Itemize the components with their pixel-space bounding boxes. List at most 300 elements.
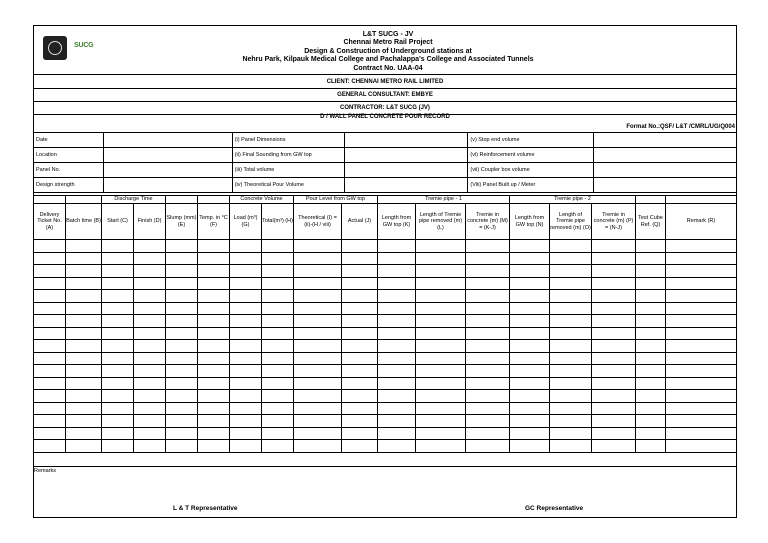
table-cell[interactable] — [294, 327, 342, 340]
table-cell[interactable] — [378, 415, 416, 428]
table-cell[interactable] — [198, 252, 230, 265]
table-cell[interactable] — [134, 402, 166, 415]
table-cell[interactable] — [378, 440, 416, 453]
table-cell[interactable] — [34, 340, 66, 353]
table-cell[interactable] — [262, 377, 294, 390]
table-cell[interactable] — [134, 252, 166, 265]
table-cell[interactable] — [342, 402, 378, 415]
table-cell[interactable] — [466, 290, 510, 303]
table-cell[interactable] — [134, 315, 166, 328]
table-cell[interactable] — [198, 427, 230, 440]
table-cell[interactable] — [466, 402, 510, 415]
table-cell[interactable] — [550, 440, 592, 453]
table-cell[interactable] — [342, 265, 378, 278]
table-cell[interactable] — [466, 252, 510, 265]
table-cell[interactable] — [102, 327, 134, 340]
table-cell[interactable] — [262, 277, 294, 290]
table-cell[interactable] — [550, 252, 592, 265]
table-cell[interactable] — [550, 340, 592, 353]
table-cell[interactable] — [134, 277, 166, 290]
table-cell[interactable] — [342, 352, 378, 365]
table-cell[interactable] — [510, 252, 550, 265]
table-cell[interactable] — [134, 352, 166, 365]
table-cell[interactable] — [510, 427, 550, 440]
table-cell[interactable] — [416, 327, 466, 340]
table-cell[interactable] — [666, 377, 737, 390]
table-cell[interactable] — [416, 290, 466, 303]
table-cell[interactable] — [230, 265, 262, 278]
table-cell[interactable] — [294, 315, 342, 328]
table-cell[interactable] — [636, 427, 666, 440]
table-cell[interactable] — [636, 352, 666, 365]
table-cell[interactable] — [198, 377, 230, 390]
table-cell[interactable] — [342, 427, 378, 440]
table-cell[interactable] — [166, 290, 198, 303]
table-cell[interactable] — [466, 415, 510, 428]
info-value[interactable] — [344, 148, 468, 163]
table-cell[interactable] — [510, 315, 550, 328]
table-cell[interactable] — [636, 365, 666, 378]
table-cell[interactable] — [166, 252, 198, 265]
table-cell[interactable] — [416, 365, 466, 378]
info-value[interactable] — [594, 163, 737, 178]
table-cell[interactable] — [666, 315, 737, 328]
table-cell[interactable] — [198, 240, 230, 253]
table-cell[interactable] — [550, 377, 592, 390]
table-cell[interactable] — [102, 315, 134, 328]
table-cell[interactable] — [262, 415, 294, 428]
table-cell[interactable] — [198, 365, 230, 378]
table-cell[interactable] — [102, 352, 134, 365]
table-cell[interactable] — [34, 277, 66, 290]
table-cell[interactable] — [342, 365, 378, 378]
table-cell[interactable] — [102, 290, 134, 303]
table-cell[interactable] — [166, 377, 198, 390]
table-cell[interactable] — [166, 352, 198, 365]
table-cell[interactable] — [550, 327, 592, 340]
table-cell[interactable] — [592, 315, 636, 328]
table-cell[interactable] — [198, 315, 230, 328]
table-cell[interactable] — [592, 377, 636, 390]
table-cell[interactable] — [66, 440, 102, 453]
table-cell[interactable] — [294, 265, 342, 278]
table-cell[interactable] — [416, 415, 466, 428]
table-cell[interactable] — [550, 290, 592, 303]
table-cell[interactable] — [262, 402, 294, 415]
table-cell[interactable] — [262, 427, 294, 440]
table-cell[interactable] — [636, 402, 666, 415]
table-cell[interactable] — [198, 340, 230, 353]
table-cell[interactable] — [416, 427, 466, 440]
table-cell[interactable] — [592, 352, 636, 365]
table-cell[interactable] — [102, 265, 134, 278]
table-cell[interactable] — [510, 240, 550, 253]
table-cell[interactable] — [262, 252, 294, 265]
table-cell[interactable] — [66, 315, 102, 328]
table-cell[interactable] — [198, 402, 230, 415]
table-cell[interactable] — [416, 377, 466, 390]
table-cell[interactable] — [66, 402, 102, 415]
table-cell[interactable] — [166, 440, 198, 453]
table-cell[interactable] — [550, 352, 592, 365]
table-cell[interactable] — [510, 365, 550, 378]
table-cell[interactable] — [294, 402, 342, 415]
table-cell[interactable] — [102, 427, 134, 440]
table-cell[interactable] — [342, 302, 378, 315]
table-cell[interactable] — [378, 327, 416, 340]
table-cell[interactable] — [134, 427, 166, 440]
table-cell[interactable] — [592, 340, 636, 353]
table-cell[interactable] — [294, 440, 342, 453]
table-cell[interactable] — [134, 440, 166, 453]
table-cell[interactable] — [34, 352, 66, 365]
table-cell[interactable] — [262, 365, 294, 378]
table-cell[interactable] — [66, 277, 102, 290]
info-value[interactable] — [344, 178, 468, 193]
table-cell[interactable] — [466, 440, 510, 453]
table-cell[interactable] — [198, 390, 230, 403]
table-cell[interactable] — [510, 415, 550, 428]
table-cell[interactable] — [666, 402, 737, 415]
table-cell[interactable] — [510, 402, 550, 415]
table-cell[interactable] — [342, 277, 378, 290]
table-cell[interactable] — [134, 390, 166, 403]
table-cell[interactable] — [510, 440, 550, 453]
table-cell[interactable] — [230, 427, 262, 440]
table-cell[interactable] — [166, 427, 198, 440]
table-cell[interactable] — [636, 340, 666, 353]
info-value[interactable] — [344, 163, 468, 178]
table-cell[interactable] — [466, 365, 510, 378]
table-cell[interactable] — [166, 415, 198, 428]
table-cell[interactable] — [416, 315, 466, 328]
table-cell[interactable] — [510, 265, 550, 278]
table-cell[interactable] — [592, 240, 636, 253]
table-cell[interactable] — [166, 365, 198, 378]
table-cell[interactable] — [510, 390, 550, 403]
table-cell[interactable] — [636, 290, 666, 303]
table-cell[interactable] — [416, 352, 466, 365]
table-cell[interactable] — [416, 252, 466, 265]
table-cell[interactable] — [666, 415, 737, 428]
table-cell[interactable] — [342, 327, 378, 340]
table-cell[interactable] — [66, 327, 102, 340]
table-cell[interactable] — [102, 252, 134, 265]
table-cell[interactable] — [134, 415, 166, 428]
table-cell[interactable] — [342, 390, 378, 403]
table-cell[interactable] — [466, 302, 510, 315]
table-cell[interactable] — [550, 415, 592, 428]
table-cell[interactable] — [466, 277, 510, 290]
table-cell[interactable] — [550, 240, 592, 253]
table-cell[interactable] — [230, 277, 262, 290]
table-cell[interactable] — [510, 277, 550, 290]
table-cell[interactable] — [510, 327, 550, 340]
info-value[interactable] — [103, 178, 232, 193]
table-cell[interactable] — [262, 302, 294, 315]
table-cell[interactable] — [666, 340, 737, 353]
table-cell[interactable] — [378, 252, 416, 265]
table-cell[interactable] — [66, 390, 102, 403]
table-cell[interactable] — [66, 340, 102, 353]
table-cell[interactable] — [262, 240, 294, 253]
table-cell[interactable] — [416, 440, 466, 453]
table-cell[interactable] — [198, 440, 230, 453]
table-cell[interactable] — [262, 340, 294, 353]
table-cell[interactable] — [230, 290, 262, 303]
table-cell[interactable] — [34, 390, 66, 403]
table-cell[interactable] — [416, 277, 466, 290]
table-cell[interactable] — [378, 377, 416, 390]
table-cell[interactable] — [66, 302, 102, 315]
table-cell[interactable] — [550, 265, 592, 278]
table-cell[interactable] — [230, 377, 262, 390]
table-cell[interactable] — [230, 327, 262, 340]
table-cell[interactable] — [510, 352, 550, 365]
table-cell[interactable] — [294, 240, 342, 253]
table-cell[interactable] — [134, 302, 166, 315]
table-cell[interactable] — [342, 315, 378, 328]
table-cell[interactable] — [166, 265, 198, 278]
table-cell[interactable] — [198, 327, 230, 340]
table-cell[interactable] — [342, 377, 378, 390]
table-cell[interactable] — [230, 252, 262, 265]
table-cell[interactable] — [294, 277, 342, 290]
table-cell[interactable] — [262, 440, 294, 453]
table-cell[interactable] — [342, 340, 378, 353]
table-cell[interactable] — [34, 240, 66, 253]
table-cell[interactable] — [230, 402, 262, 415]
table-cell[interactable] — [466, 352, 510, 365]
table-cell[interactable] — [34, 377, 66, 390]
table-cell[interactable] — [262, 327, 294, 340]
table-cell[interactable] — [230, 365, 262, 378]
table-cell[interactable] — [66, 352, 102, 365]
table-cell[interactable] — [294, 340, 342, 353]
table-cell[interactable] — [166, 315, 198, 328]
table-cell[interactable] — [66, 240, 102, 253]
table-cell[interactable] — [102, 377, 134, 390]
table-cell[interactable] — [166, 277, 198, 290]
table-cell[interactable] — [262, 290, 294, 303]
table-cell[interactable] — [342, 240, 378, 253]
table-cell[interactable] — [550, 277, 592, 290]
table-cell[interactable] — [294, 377, 342, 390]
table-cell[interactable] — [550, 302, 592, 315]
table-cell[interactable] — [510, 340, 550, 353]
table-cell[interactable] — [34, 290, 66, 303]
info-value[interactable] — [344, 133, 468, 148]
table-cell[interactable] — [294, 390, 342, 403]
table-cell[interactable] — [166, 327, 198, 340]
table-cell[interactable] — [66, 415, 102, 428]
table-cell[interactable] — [466, 340, 510, 353]
table-cell[interactable] — [134, 240, 166, 253]
table-cell[interactable] — [294, 415, 342, 428]
table-cell[interactable] — [230, 340, 262, 353]
table-cell[interactable] — [550, 427, 592, 440]
table-cell[interactable] — [592, 327, 636, 340]
table-cell[interactable] — [550, 402, 592, 415]
table-cell[interactable] — [198, 265, 230, 278]
info-value[interactable] — [594, 178, 737, 193]
table-cell[interactable] — [666, 302, 737, 315]
table-cell[interactable] — [636, 302, 666, 315]
table-cell[interactable] — [166, 302, 198, 315]
table-cell[interactable] — [66, 265, 102, 278]
table-cell[interactable] — [198, 290, 230, 303]
table-cell[interactable] — [466, 390, 510, 403]
table-cell[interactable] — [294, 352, 342, 365]
info-value[interactable] — [594, 133, 737, 148]
table-cell[interactable] — [262, 352, 294, 365]
table-cell[interactable] — [294, 290, 342, 303]
table-cell[interactable] — [416, 340, 466, 353]
table-cell[interactable] — [636, 440, 666, 453]
table-cell[interactable] — [102, 340, 134, 353]
table-cell[interactable] — [262, 315, 294, 328]
table-cell[interactable] — [342, 440, 378, 453]
table-cell[interactable] — [66, 427, 102, 440]
info-value[interactable] — [594, 148, 737, 163]
table-cell[interactable] — [230, 302, 262, 315]
table-cell[interactable] — [416, 390, 466, 403]
table-cell[interactable] — [510, 377, 550, 390]
table-cell[interactable] — [378, 315, 416, 328]
table-cell[interactable] — [102, 302, 134, 315]
table-cell[interactable] — [550, 390, 592, 403]
table-cell[interactable] — [666, 240, 737, 253]
table-cell[interactable] — [66, 290, 102, 303]
table-cell[interactable] — [550, 315, 592, 328]
table-cell[interactable] — [592, 302, 636, 315]
table-cell[interactable] — [102, 277, 134, 290]
table-cell[interactable] — [378, 302, 416, 315]
table-cell[interactable] — [416, 302, 466, 315]
table-cell[interactable] — [666, 277, 737, 290]
table-cell[interactable] — [636, 277, 666, 290]
table-cell[interactable] — [34, 327, 66, 340]
table-cell[interactable] — [102, 390, 134, 403]
table-cell[interactable] — [592, 265, 636, 278]
table-cell[interactable] — [34, 440, 66, 453]
table-cell[interactable] — [550, 365, 592, 378]
table-cell[interactable] — [198, 277, 230, 290]
table-cell[interactable] — [34, 427, 66, 440]
table-cell[interactable] — [198, 352, 230, 365]
table-cell[interactable] — [134, 340, 166, 353]
table-cell[interactable] — [230, 240, 262, 253]
table-cell[interactable] — [34, 315, 66, 328]
table-cell[interactable] — [636, 240, 666, 253]
table-cell[interactable] — [102, 240, 134, 253]
table-cell[interactable] — [294, 427, 342, 440]
table-cell[interactable] — [592, 402, 636, 415]
table-cell[interactable] — [592, 390, 636, 403]
table-cell[interactable] — [636, 265, 666, 278]
table-cell[interactable] — [378, 365, 416, 378]
table-cell[interactable] — [134, 377, 166, 390]
table-cell[interactable] — [166, 340, 198, 353]
table-cell[interactable] — [592, 252, 636, 265]
table-cell[interactable] — [134, 365, 166, 378]
table-cell[interactable] — [378, 240, 416, 253]
table-cell[interactable] — [230, 352, 262, 365]
table-cell[interactable] — [166, 390, 198, 403]
table-cell[interactable] — [592, 415, 636, 428]
table-cell[interactable] — [166, 402, 198, 415]
table-cell[interactable] — [102, 365, 134, 378]
info-value[interactable] — [103, 133, 232, 148]
table-cell[interactable] — [636, 252, 666, 265]
table-cell[interactable] — [666, 440, 737, 453]
table-cell[interactable] — [416, 402, 466, 415]
table-cell[interactable] — [134, 327, 166, 340]
table-cell[interactable] — [198, 302, 230, 315]
table-cell[interactable] — [636, 327, 666, 340]
table-cell[interactable] — [666, 290, 737, 303]
table-cell[interactable] — [592, 365, 636, 378]
table-cell[interactable] — [134, 290, 166, 303]
table-cell[interactable] — [378, 277, 416, 290]
table-cell[interactable] — [342, 415, 378, 428]
table-cell[interactable] — [34, 365, 66, 378]
table-cell[interactable] — [466, 377, 510, 390]
table-cell[interactable] — [466, 240, 510, 253]
table-cell[interactable] — [636, 415, 666, 428]
table-cell[interactable] — [66, 252, 102, 265]
table-cell[interactable] — [198, 415, 230, 428]
table-cell[interactable] — [592, 427, 636, 440]
table-cell[interactable] — [230, 390, 262, 403]
table-cell[interactable] — [466, 427, 510, 440]
table-cell[interactable] — [666, 252, 737, 265]
table-cell[interactable] — [378, 352, 416, 365]
table-cell[interactable] — [342, 290, 378, 303]
table-cell[interactable] — [102, 415, 134, 428]
table-cell[interactable] — [294, 365, 342, 378]
table-cell[interactable] — [636, 377, 666, 390]
table-cell[interactable] — [666, 427, 737, 440]
table-cell[interactable] — [592, 277, 636, 290]
table-cell[interactable] — [66, 365, 102, 378]
table-cell[interactable] — [294, 302, 342, 315]
table-cell[interactable] — [34, 302, 66, 315]
table-cell[interactable] — [342, 252, 378, 265]
table-cell[interactable] — [34, 402, 66, 415]
table-cell[interactable] — [666, 265, 737, 278]
table-cell[interactable] — [34, 415, 66, 428]
table-cell[interactable] — [466, 315, 510, 328]
table-cell[interactable] — [34, 252, 66, 265]
table-cell[interactable] — [378, 265, 416, 278]
table-cell[interactable] — [666, 352, 737, 365]
table-cell[interactable] — [592, 440, 636, 453]
table-cell[interactable] — [378, 427, 416, 440]
table-cell[interactable] — [230, 415, 262, 428]
table-cell[interactable] — [102, 440, 134, 453]
table-cell[interactable] — [666, 390, 737, 403]
table-cell[interactable] — [262, 390, 294, 403]
table-cell[interactable] — [66, 377, 102, 390]
table-cell[interactable] — [166, 240, 198, 253]
table-cell[interactable] — [230, 315, 262, 328]
table-cell[interactable] — [592, 290, 636, 303]
info-value[interactable] — [103, 163, 232, 178]
table-cell[interactable] — [416, 240, 466, 253]
table-cell[interactable] — [102, 402, 134, 415]
table-cell[interactable] — [666, 365, 737, 378]
